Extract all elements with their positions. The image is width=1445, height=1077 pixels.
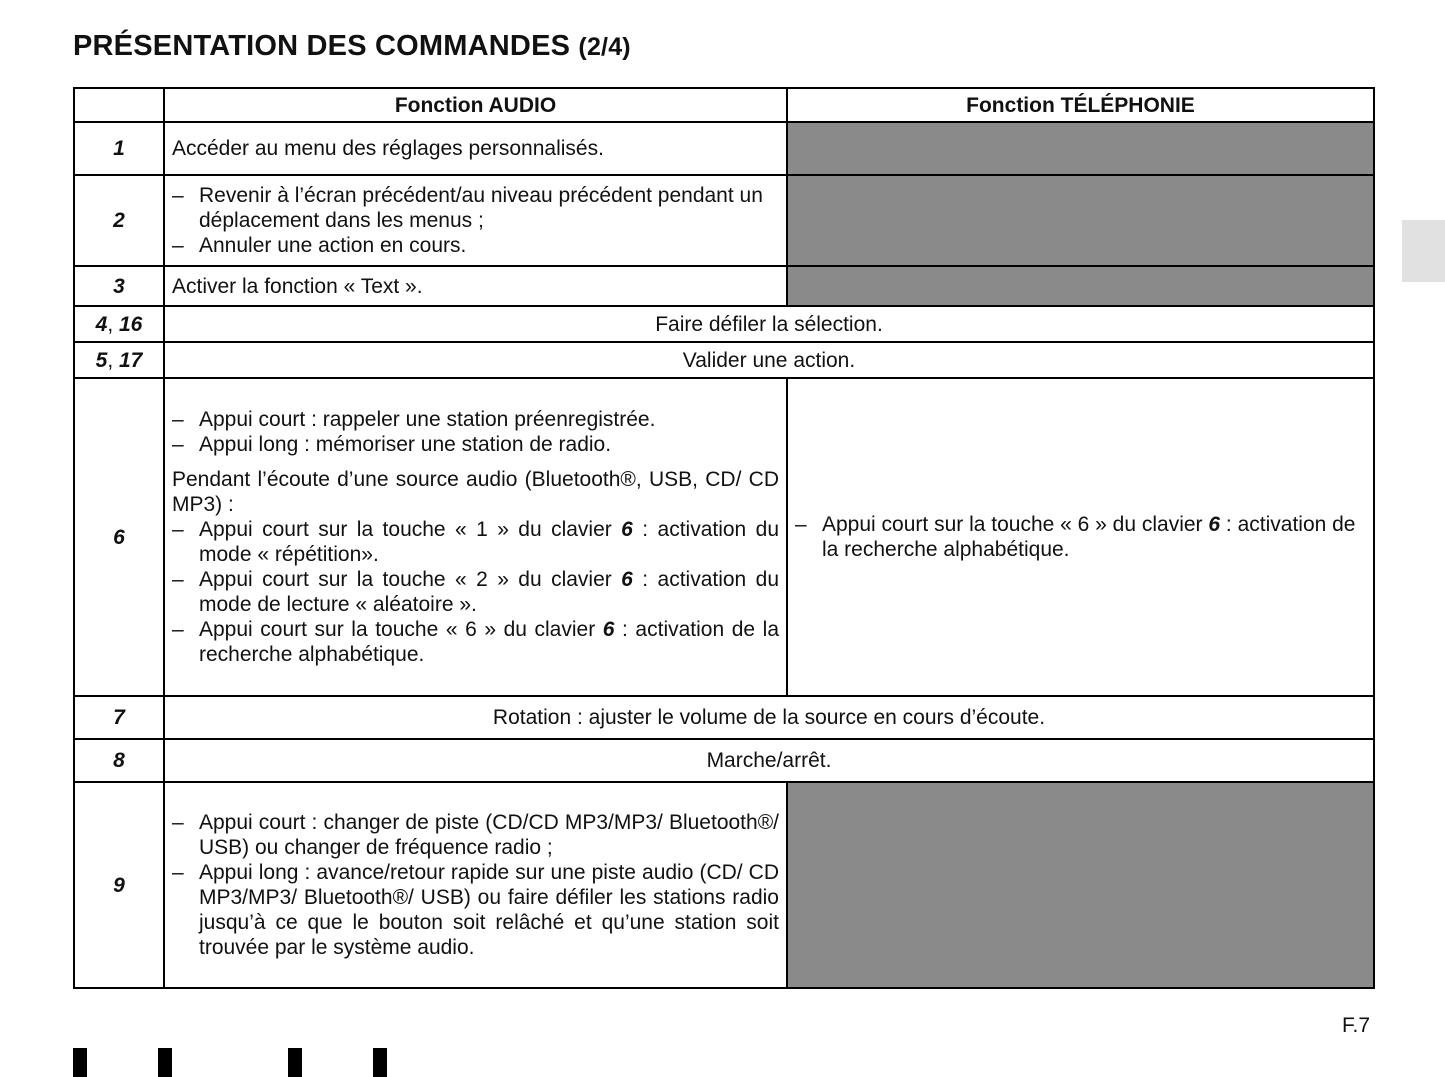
table-row bbox=[74, 266, 1374, 306]
page-number: F.7 bbox=[1342, 1014, 1371, 1037]
list-item: – Revenir à l’écran précédent/au niveau précédent pendant un déplacement dans les menus ; bbox=[172, 183, 779, 233]
table-row bbox=[74, 782, 1374, 988]
header-telephony: Fonction TÉLÉPHONIE bbox=[787, 88, 1374, 122]
list-item: – Annuler une action en cours. bbox=[172, 233, 779, 258]
row-number bbox=[74, 342, 164, 378]
row-number: 1 bbox=[74, 122, 164, 175]
text-span: Appui court sur la touche « 1 » du clavier bbox=[199, 518, 622, 541]
list-item bbox=[172, 517, 779, 567]
text-span: : activation du mode « répétition». bbox=[199, 518, 780, 566]
row-number: 8 bbox=[74, 739, 164, 782]
telephony-cell-empty bbox=[787, 122, 1374, 175]
key-number: 6 bbox=[602, 618, 615, 641]
text-span: Appui court sur la touche « 2 » du clavier bbox=[199, 568, 622, 591]
row-number: 6 bbox=[74, 378, 164, 696]
row-number bbox=[74, 306, 164, 342]
table-row bbox=[74, 378, 1374, 696]
list-item: – Appui long : avance/retour rapide sur une piste audio (CD/ CD MP3/MP3/ Bluetooth®/ USB) ou faire défiler les stations radio jusqu’à ce que le bouton soit relâché et qu’une station soit trouvée par le système audio. bbox=[172, 860, 779, 960]
row-number-separator: , bbox=[107, 312, 119, 336]
table-row bbox=[74, 696, 1374, 739]
row-number-part: 4 bbox=[95, 312, 108, 336]
audio-cell bbox=[164, 175, 787, 266]
text-span: Appui court sur la touche « 6 » du clavier bbox=[199, 618, 603, 641]
crop-mark bbox=[288, 1048, 302, 1077]
row-number-part: 5 bbox=[95, 348, 108, 372]
shared-cell: Faire défiler la sélection. bbox=[164, 306, 1374, 342]
list-item bbox=[795, 512, 1366, 562]
telephony-cell-empty bbox=[787, 175, 1374, 266]
header-audio: Fonction AUDIO bbox=[164, 88, 787, 122]
list-item: – Appui long : mémoriser une station de radio. bbox=[172, 432, 779, 457]
text-span: : activation du mode de lecture « aléatoire ». bbox=[199, 568, 780, 616]
text-span: : activation de la recherche alphabétique. bbox=[822, 513, 1356, 561]
page-title-text: PRÉSENTATION DES COMMANDES bbox=[73, 30, 571, 62]
crop-mark bbox=[73, 1048, 87, 1077]
page-title-part: (2/4) bbox=[578, 33, 631, 61]
row-number: 7 bbox=[74, 696, 164, 739]
telephony-cell-empty bbox=[787, 266, 1374, 306]
shared-cell: Valider une action. bbox=[164, 342, 1374, 378]
row-number-separator: , bbox=[107, 348, 119, 372]
key-number: 6 bbox=[621, 568, 633, 591]
table-row bbox=[74, 122, 1374, 175]
crop-mark bbox=[373, 1048, 387, 1077]
crop-mark bbox=[158, 1048, 172, 1077]
row-number: 2 bbox=[74, 175, 164, 266]
shared-cell: Marche/arrêt. bbox=[164, 739, 1374, 782]
table-row bbox=[74, 175, 1374, 266]
paragraph: Pendant l’écoute d’une source audio (Bluetooth®, USB, CD/ CD MP3) : bbox=[172, 468, 779, 516]
section-tab-marker bbox=[1402, 220, 1445, 282]
shared-cell: Rotation : ajuster le volume de la source en cours d’écoute. bbox=[164, 696, 1374, 739]
page-title bbox=[73, 30, 631, 63]
header-empty-cell bbox=[74, 88, 164, 122]
row-number: 3 bbox=[74, 266, 164, 306]
table-header-row bbox=[74, 88, 1374, 122]
table-row bbox=[74, 342, 1374, 378]
table-row bbox=[74, 739, 1374, 782]
row-number: 9 bbox=[74, 782, 164, 988]
key-number: 6 bbox=[1208, 513, 1221, 536]
controls-table bbox=[73, 87, 1375, 989]
telephony-cell bbox=[787, 378, 1374, 696]
row-number-part: 16 bbox=[119, 312, 143, 336]
list-item bbox=[172, 617, 779, 667]
audio-cell bbox=[164, 782, 787, 988]
table-row bbox=[74, 306, 1374, 342]
list-item bbox=[172, 567, 779, 617]
text-span: : activation de la recherche alphabétique. bbox=[199, 618, 779, 666]
audio-cell bbox=[164, 378, 787, 696]
audio-cell: Activer la fonction « Text ». bbox=[164, 266, 787, 306]
list-item: – Appui court : rappeler une station préenregistrée. bbox=[172, 407, 779, 432]
key-number: 6 bbox=[621, 518, 633, 541]
telephony-cell-empty bbox=[787, 782, 1374, 988]
row-number-part: 17 bbox=[119, 348, 143, 372]
audio-cell: Accéder au menu des réglages personnalisés. bbox=[164, 122, 787, 175]
text-span: Appui court sur la touche « 6 » du clavier bbox=[822, 513, 1209, 536]
list-item: – Appui court : changer de piste (CD/CD MP3/MP3/ Bluetooth®/ USB) ou changer de fréquence radio ; bbox=[172, 810, 779, 860]
